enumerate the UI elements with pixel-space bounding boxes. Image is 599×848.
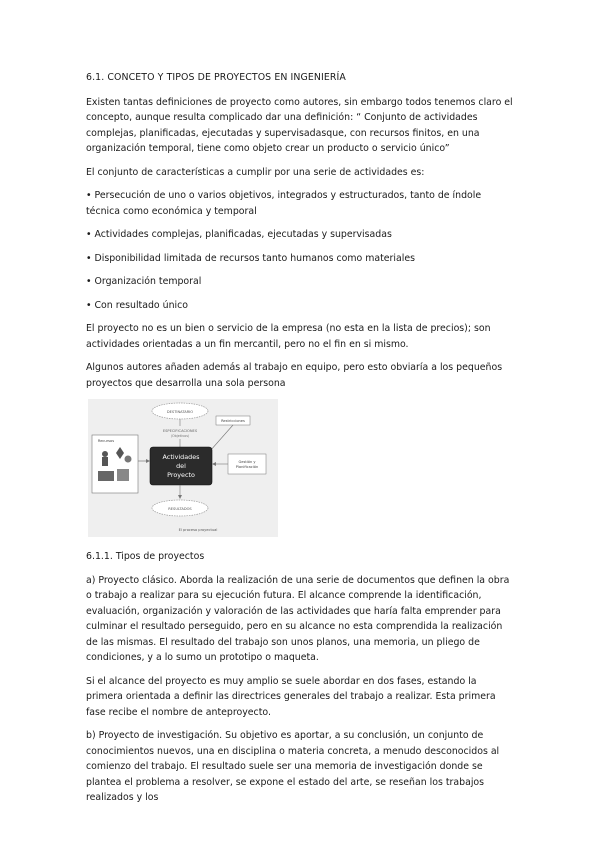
subsection-heading: 6.1.1. Tipos de proyectos <box>86 551 205 562</box>
section-heading: 6.1. CONCETO Y TIPOS DE PROYECTOS EN INGENIERÍA <box>86 72 346 83</box>
research-project-paragraph: b) Proyecto de investigación. Su objetivo es aportar, a su conclusión, un conjunto de conocimientos nuevos, una en disciplina o materia concreta, a menudo desconocidos al comienzo del trabajo. El resultado suele ser una memoria de investigación donde se plantea el problema a resolver, se expone el estado del arte, se reseñan los trabajos realizados y los <box>86 730 500 803</box>
recursos-label: Recursos <box>97 439 115 443</box>
bullet-item: • Persecución de uno o varios objetivos, integrados y estructurados, tanto de índole técnica como económica y temporal <box>86 190 482 217</box>
gestion-label-1: Gestión y <box>238 460 256 464</box>
recursos-box <box>92 435 138 493</box>
bullet-item: • Organización temporal <box>86 276 202 287</box>
center-label-3: Proyecto <box>167 471 195 479</box>
classic-project-paragraph: a) Proyecto clásico. Aborda la realización de una serie de documentos que definen la obra o trabajo a realizar para su ejecución futura. El alcance comprende la identificación, evaluación, organización y valoración de las actividades que haría falta emprender para culminar el resultado perseguido, pero en su alcance no esta comprendida la realización de las mismas. El resultado del trabajo son unos planos, una memoria, un pliego de condiciones, y a lo sumo un prototipo o maqueta. <box>86 574 510 663</box>
gestion-box <box>228 454 266 474</box>
especificaciones-label: ESPECIFICACIONES <box>162 429 198 433</box>
product-paragraph: El proyecto no es un bien o servicio de la empresa (no esta en la lista de precios); son actividades orientadas a un fin mercantil, pero no el fin en si mismo. <box>86 323 491 350</box>
center-label-2: del <box>176 462 186 470</box>
diagram-svg <box>88 399 278 537</box>
characteristics-intro: El conjunto de características a cumplir por una serie de actividades es: <box>86 166 425 178</box>
document-content <box>86 70 516 814</box>
destinatario-label: DESTINATARIO <box>166 410 194 414</box>
objetivos-label: (Objetivos) <box>170 434 190 438</box>
scope-paragraph: Si el alcance del proyecto es muy amplio se suele abordar en dos fases, estando la primera orientada a definir las directrices generales del trabajo a realizar. Esta primera fase recibe el nombre de anteproyecto. <box>86 675 496 718</box>
bullet-item: • Actividades complejas, planificadas, ejecutadas y supervisadas <box>86 229 392 240</box>
project-process-diagram <box>88 399 278 537</box>
resultados-label: RESULTADOS <box>168 507 192 511</box>
bullet-item: • Disponibilidad limitada de recursos tanto humanos como materiales <box>86 252 416 264</box>
bullet-item: • Con resultado único <box>86 299 189 311</box>
intro-paragraph: Existen tantas definiciones de proyecto como autores, sin embargo todos tenemos claro el concepto, aunque resulta complicado dar una definición: “ Conjunto de actividades complejas, planificadas, ejecutadas y supervisadasque, con recursos finitos, en una organización temporal, tiene como objeto crear un producto o servicio único” <box>86 96 513 154</box>
restricciones-label: Restricciones <box>221 419 245 423</box>
center-label-1: Actividades <box>162 453 200 461</box>
teamwork-paragraph: Algunos autores añaden además al trabajo en equipo, pero esto obviaría a los pequeños proyectos que desarrolla una sola persona <box>86 362 503 389</box>
figure-caption: El proceso proyectual <box>178 528 218 532</box>
gestion-label-2: Planificación <box>235 465 259 469</box>
